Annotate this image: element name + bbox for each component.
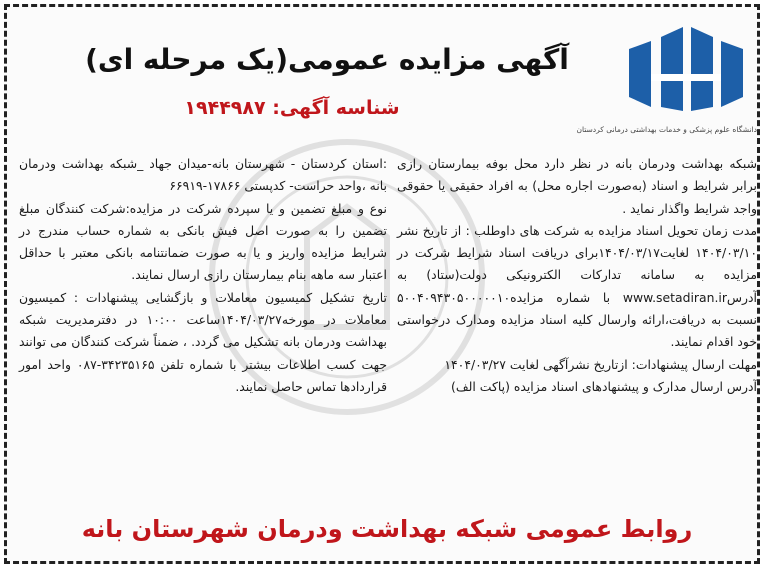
paragraph-intro: شبکه بهداشت ودرمان بانه در نظر دارد محل بوفه بیمارستان رازی برابر شرایط و اسناد (به‌صورت اجاره محل) به افراد حقیقی یا حقوقی واجد شرایط واگذار نماید .	[397, 156, 757, 216]
paragraph-document-delivery: مدت زمان تحویل اسناد مزایده به شرکت های داوطلب : از تاریخ نشر ۱۴۰۴/۰۳/۱۰ لغایت۱۴۰۴/۰۳/۱۷برای دریافت اسناد شرایط شرکت در مزایده به سامانه تدارکات الکترونیکی دولت(ستاد) به آدرسwww.setadiran.ir با شماره مزایده۵۰۰۴۰۹۴۳۰۵۰۰۰۰۰۱۰ نسبت به دریافت،ارائه وارسال کلیه اسناد مزایده ومدارک درخواستی خود اقدام نمایند.	[397, 222, 757, 350]
paragraph-submission-deadline: مهلت ارسال پیشنهادات: ازتاریخ نشرآگهی لغایت ۱۴۰۴/۰۳/۲۷	[444, 356, 757, 372]
advertisement-frame	[4, 4, 760, 564]
page-title: آگهی مزایده عمومی(یک مرحله ای)	[85, 43, 569, 76]
left-column	[19, 153, 387, 398]
right-column	[397, 153, 757, 398]
paragraph-guarantee: نوع و مبلغ تضمین و یا سپرده شرکت در مزایده:شرکت کنندگان مبلغ تضمین را به صورت اصل فیش بانکی به شماره حساب مندرج در شرایط مزایده واریز و یا به صورت ضمانتنامه بانکی معتبر با حداقل اعتبار سه ماهه بنام بیمارستان رازی ارسال نمایند.	[19, 200, 387, 283]
ad-code-label: شناسه آگهی:	[272, 97, 400, 119]
paragraph-commission: تاریخ تشکیل کمیسیون معاملات و بازگشایی پیشنهادات : کمیسیون معاملات در مورخه۱۴۰۴/۰۳/۲۷ساعت ۱۰:۰۰ در دفترمدیریت شبکه بهداشت ودرمان بانه تشکیل می گردد. ، ضمناً شرکت کنندگان می توانند جهت کسب اطلاعات بیشتر با شماره تلفن ۳۴۲۳۵۱۶۵-۰۸۷ واحد امور قراردادها تماس حاصل نمایند.	[19, 289, 388, 394]
footer-signature: روابط عمومی شبکه بهداشت ودرمان شهرستان بانه	[81, 515, 693, 543]
ad-code-line	[157, 97, 427, 125]
university-emblem-icon	[621, 19, 751, 119]
logo-caption: دانشگاه علوم پزشکی و خدمات بهداشتی درمانی کردستان	[576, 125, 757, 134]
ad-code-value: ۱۹۴۴۹۸۷	[184, 97, 266, 119]
paragraph-address-heading: آدرس ارسال مدارک و پیشنهادهای اسناد مزایده (پاکت الف)	[450, 378, 757, 394]
paragraph-address: :استان کردستان - شهرستان بانه-میدان جهاد _شبکه بهداشت ودرمان بانه ،واحد حراست- کدپستی ۱۷۸۶۶-۶۶۹۱۹	[19, 156, 387, 194]
